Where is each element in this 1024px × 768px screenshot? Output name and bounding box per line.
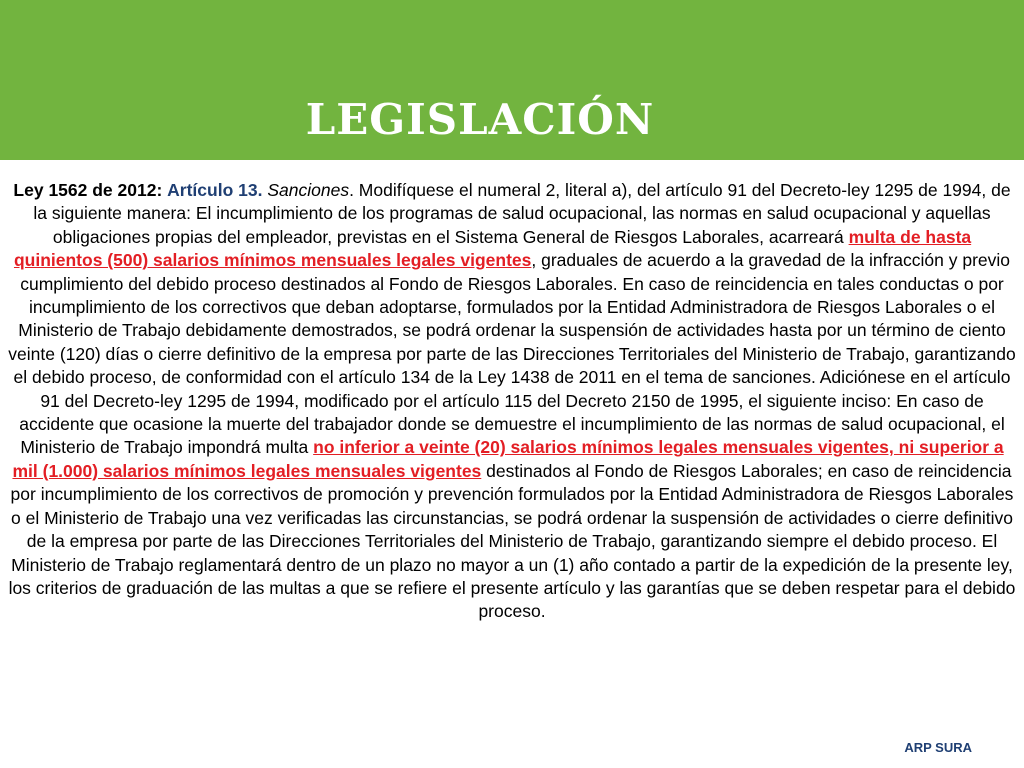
legislation-paragraph	[8, 179, 1016, 624]
paragraph-text-2: , graduales de acuerdo a la gravedad de la infracción y previo cumplimiento del debido proceso destinados al Fondo de Riesgos Laborales. En caso de reincidencia en tales conductas o por incumplimiento de los correctivos que deban adoptarse, formulados por la Entidad Administradora de Riesgos Laborales o el Ministerio de Trabajo debidamente demostrados, se podrá ordenar la suspensión de actividades hasta por un término de ciento veinte (120) días o cierre definitivo de la empresa por parte de las Direcciones Territoriales del Ministerio de Trabajo, garantizando el debido proceso, de conformidad con el artículo 134 de la Ley 1438 de 2011 en el tema de sanciones. Adiciónese en el artículo 91 del Decreto-ley 1295 de 1994, modificado por el artículo 115 del Decreto 2150 de 1995, el siguiente inciso: En caso de accidente que ocasione la muerte del trabajador donde se demuestre el incumplimiento de las normas de salud ocupacional, el Ministerio de Trabajo impondrá multa	[8, 250, 1016, 458]
paragraph-text-3: destinados al Fondo de Riesgos Laborales; en caso de reincidencia por incumplimiento de los correctivos de promoción y prevención formulados por la Entidad Administradora de Riesgos Laborales o el Ministerio de Trabajo una vez verificadas las circunstancias, se podrá ordenar la suspensión de actividades o cierre definitivo de la empresa por parte de las Direcciones Territoriales del Ministerio de Trabajo, garantizando siempre el debido proceso. El Ministerio de Trabajo reglamentará dentro de un plazo no mayor a un (1) año contado a partir de la expedición de la presente ley, los criterios de graduación de las multas a que se refiere el presente artículo y las garantías que se deben respetar para el debido proceso.	[8, 460, 1016, 622]
article-title: Sanciones	[267, 180, 350, 200]
footer-brand: ARP SURA	[904, 740, 972, 755]
highlight-fine-500: multa de hasta quinientos (500) salarios mínimos mensuales legales vigentes	[13, 226, 972, 271]
highlight-fine-20-1000: no inferior a veinte (20) salarios mínimos legales mensuales vigentes, ni superior a mil (1.000) salarios mínimos legales mensuales vigentes	[12, 437, 1004, 481]
law-reference: Ley 1562 de 2012:	[13, 180, 163, 200]
article-reference: Artículo 13.	[167, 180, 263, 200]
paragraph-text-1: . Modifíquese el numeral 2, literal a), del artículo 91 del Decreto-ley 1295 de 1994, de la siguiente manera: El incumplimiento de los programas de salud ocupacional, las normas en salud ocupacional y aquellas obligaciones propias del empleador, previstas en el Sistema General de Riesgos Laborales, acarreará	[33, 180, 1011, 247]
slide-title: LEGISLACIÓN	[305, 95, 655, 144]
